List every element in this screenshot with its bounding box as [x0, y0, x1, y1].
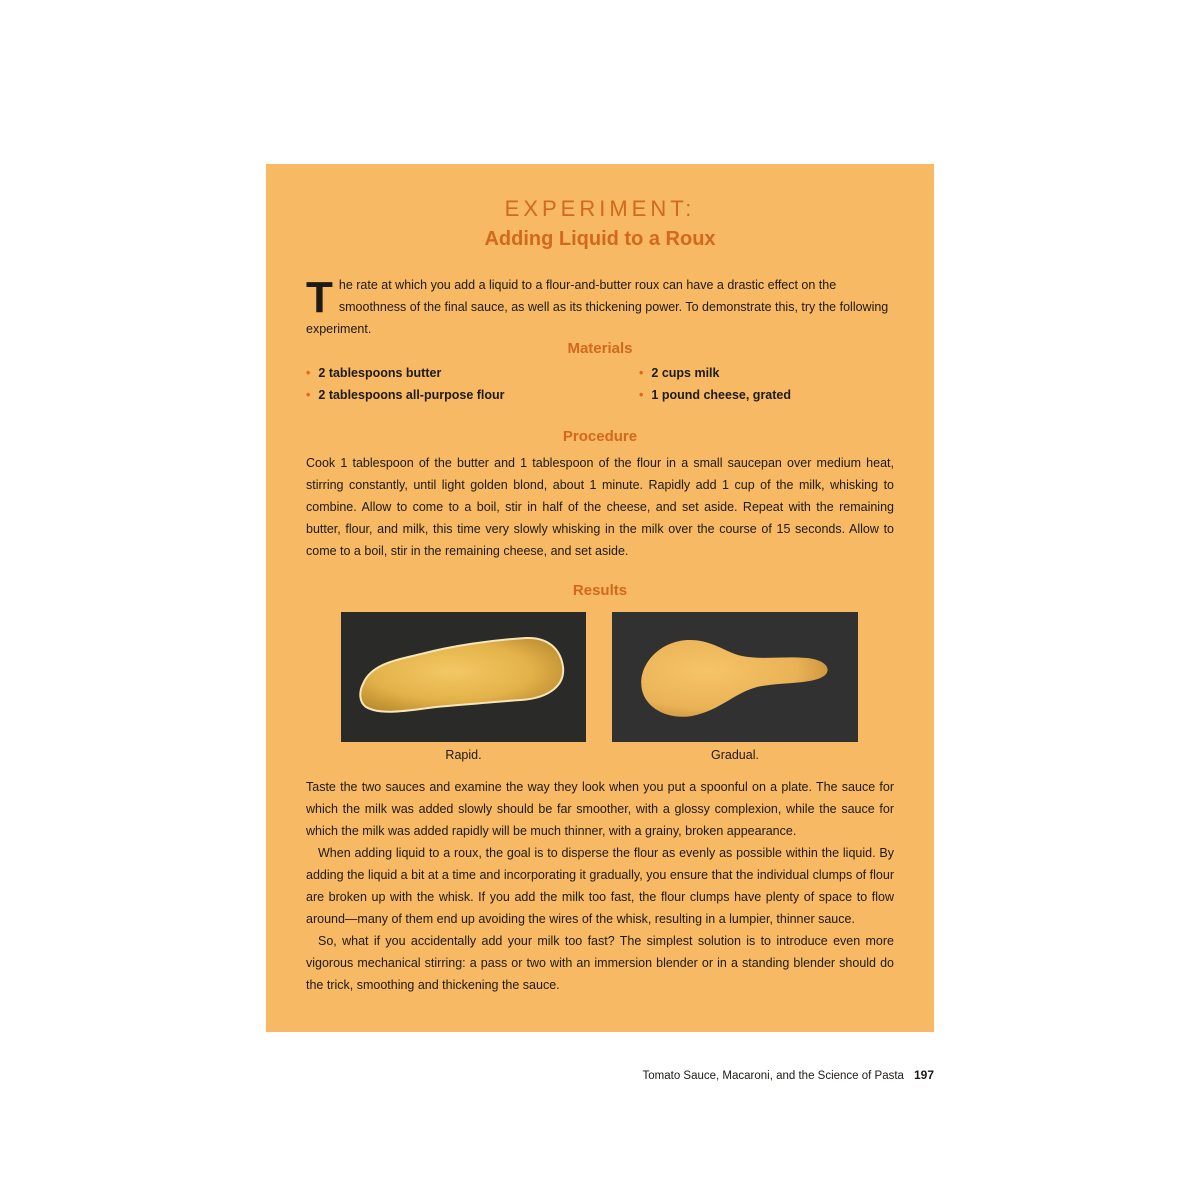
gradual-caption: Gradual. [711, 748, 759, 762]
list-item [639, 384, 791, 406]
drop-cap: T [306, 273, 333, 322]
material-label: 2 tablespoons all-purpose flour [318, 388, 505, 402]
materials-list [306, 362, 906, 412]
list-item [639, 362, 719, 384]
experiment-kicker: EXPERIMENT: [504, 196, 696, 221]
intro-text: he rate at which you add a liquid to a flour-and-butter roux can have a drastic effect on the smoothness of the final sauce, as well as its thickening power. To demonstrate this, try the following experiment. [306, 278, 889, 336]
experiment-title: Adding Liquid to a Roux [484, 228, 716, 250]
bullet-icon: • [639, 366, 644, 380]
list-item [306, 362, 441, 384]
gradual-sauce-photo [612, 612, 858, 742]
page-number: 197 [913, 1068, 934, 1082]
running-title: Tomato Sauce, Macaroni, and the Science of Pasta [642, 1070, 904, 1082]
results-paragraph: So, what if you accidentally add your milk too fast? The simplest solution is to introduce even more vigorous mechanical stirring: a pass or two with an immersion blender or in a standing blender should do the trick, smoothing and thickening the sauce. [306, 934, 894, 992]
results-text [306, 776, 894, 996]
experiment-panel [266, 164, 934, 1032]
results-heading: Results [572, 582, 628, 599]
material-label: 2 cups milk [651, 366, 720, 380]
material-label: 2 tablespoons butter [318, 366, 442, 380]
rapid-caption: Rapid. [445, 748, 482, 762]
intro-paragraph [306, 274, 894, 340]
rapid-sauce-photo [341, 612, 586, 742]
procedure-text [306, 452, 894, 562]
procedure-heading: Procedure [562, 428, 638, 445]
list-item [306, 384, 505, 406]
results-paragraph: When adding liquid to a roux, the goal is to disperse the flour as evenly as possible within the liquid. By adding the liquid a bit at a time and incorporating it gradually, you ensure that the individual clumps of flour are broken up with the whisk. If you add the milk too fast, the flour clumps have plenty of space to flow around—many of them end up avoiding the wires of the whisk, resulting in a lumpier, thinner sauce. [306, 846, 894, 926]
bullet-icon: • [306, 366, 311, 380]
results-paragraph: Taste the two sauces and examine the way they look when you put a spoonful on a plate. The sauce for which the milk was added slowly should be far smoother, with a glossy complexion, while the sauce for which the milk was added rapidly will be much thinner, with a grainy, broken appearance. [306, 780, 894, 838]
material-label: 1 pound cheese, grated [651, 388, 792, 402]
bullet-icon: • [306, 388, 311, 402]
bullet-icon: • [639, 388, 644, 402]
page-footer [643, 1068, 935, 1082]
materials-heading: Materials [567, 340, 633, 357]
procedure-paragraph: Cook 1 tablespoon of the butter and 1 tablespoon of the flour in a small saucepan over medium heat, stirring constantly, until light golden blond, about 1 minute. Rapidly add 1 cup of the milk, whisking to combine. Allow to come to a boil, stir in half of the cheese, and set aside. Repeat with the remaining butter, flour, and milk, this time very slowly whisking in the milk over the course of 15 seconds. Allow to come to a boil, stir in the remaining cheese, and set aside. [306, 456, 894, 558]
